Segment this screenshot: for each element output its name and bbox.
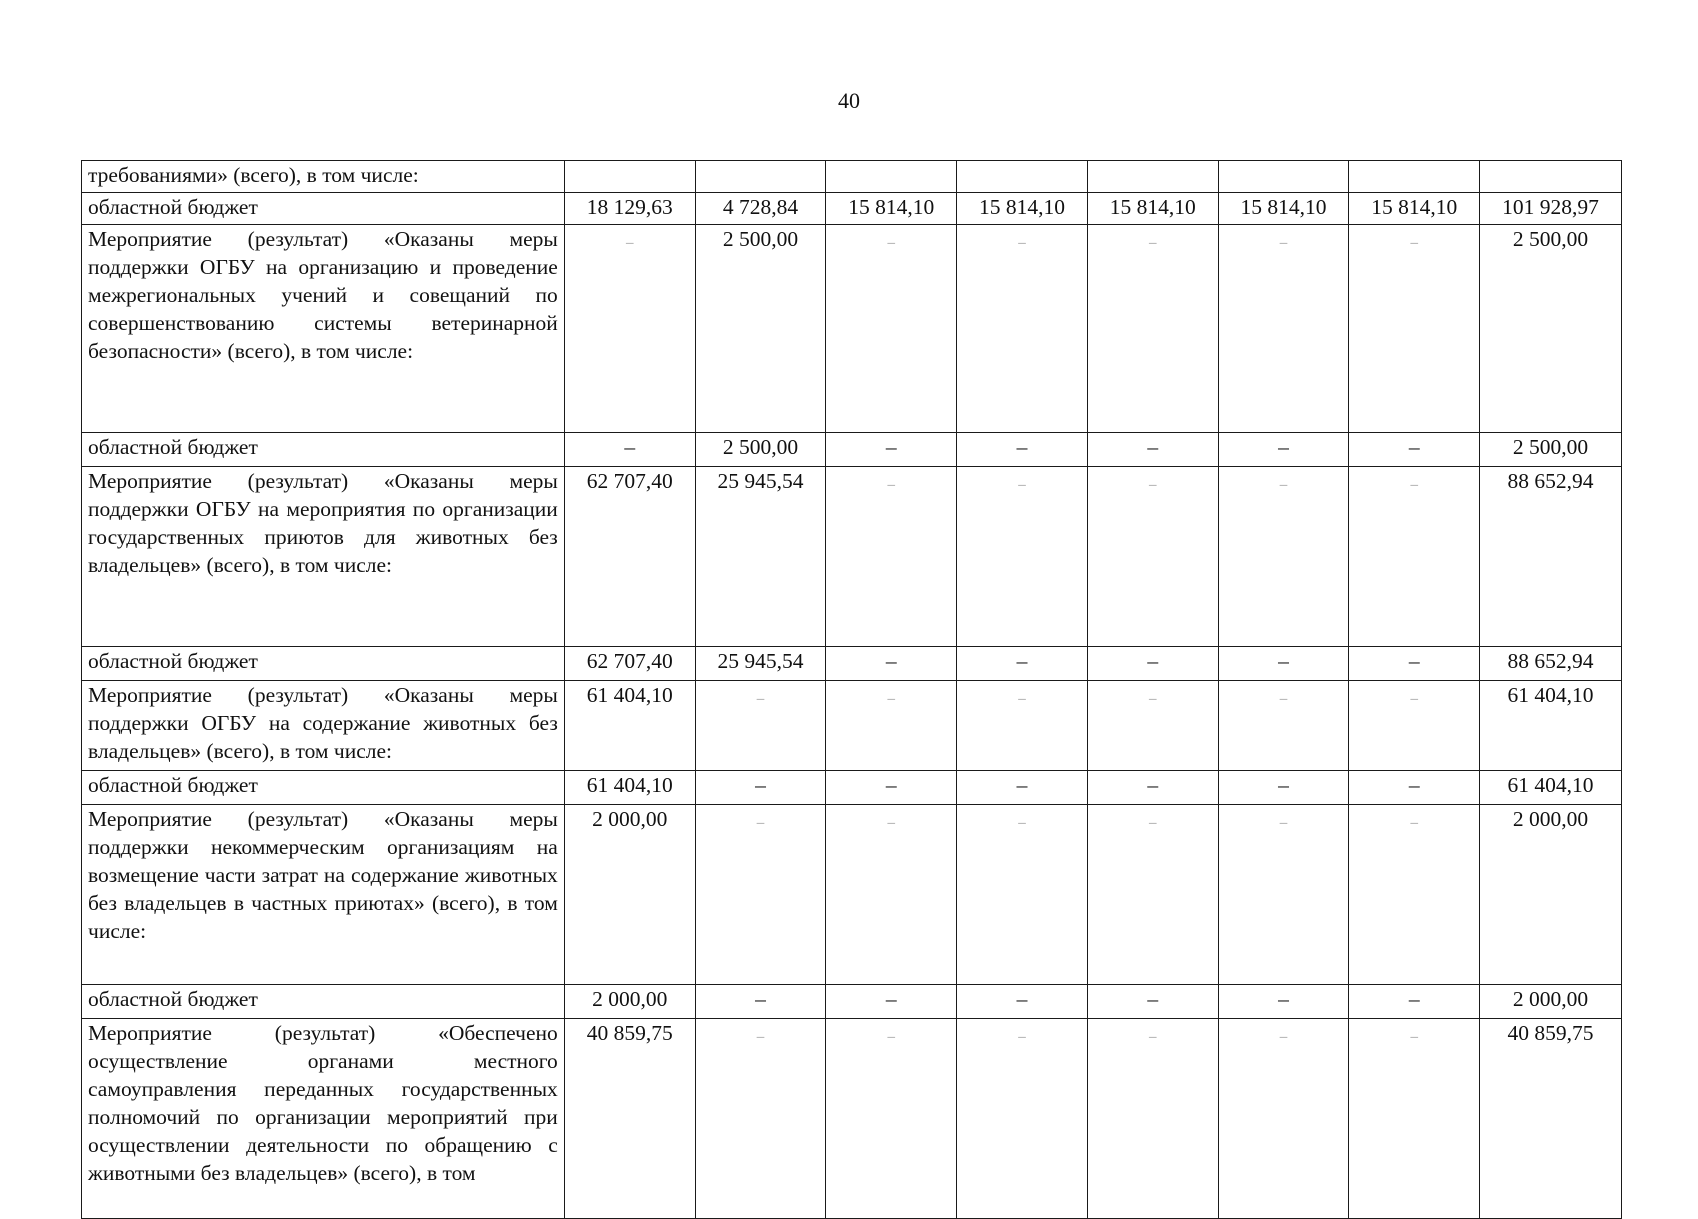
row-label: областной бюджет xyxy=(82,193,565,225)
empty-value-dash: – xyxy=(695,805,826,985)
empty-value-dash: – xyxy=(957,433,1088,467)
empty-value-dash: – xyxy=(695,985,826,1019)
empty-value-dash: – xyxy=(1087,681,1218,771)
empty-value-dash: – xyxy=(695,771,826,805)
row-label: областной бюджет xyxy=(82,985,565,1019)
page-number: 40 xyxy=(838,88,860,113)
empty-value-dash: – xyxy=(1218,681,1349,771)
value-cell: 25 945,54 xyxy=(695,467,826,647)
budget-table-body xyxy=(82,161,1622,1219)
value-cell xyxy=(957,161,1088,193)
empty-value-dash: – xyxy=(1218,805,1349,985)
total-value-cell: 40 859,75 xyxy=(1480,1019,1622,1219)
empty-value-dash: – xyxy=(1087,225,1218,433)
budget-source-row xyxy=(82,193,1622,225)
value-cell: 62 707,40 xyxy=(564,647,695,681)
event-row xyxy=(82,1019,1622,1219)
budget-source-row xyxy=(82,647,1622,681)
empty-value-dash: – xyxy=(957,805,1088,985)
empty-value-dash: – xyxy=(1218,771,1349,805)
empty-value-dash: – xyxy=(957,225,1088,433)
empty-value-dash: – xyxy=(1087,647,1218,681)
value-cell: 15 814,10 xyxy=(1218,193,1349,225)
value-cell: 15 814,10 xyxy=(826,193,957,225)
budget-source-row xyxy=(82,771,1622,805)
value-cell: 2 500,00 xyxy=(695,225,826,433)
empty-value-dash: – xyxy=(1349,467,1480,647)
value-cell: 61 404,10 xyxy=(564,681,695,771)
empty-value-dash: – xyxy=(826,771,957,805)
empty-value-dash: – xyxy=(1218,225,1349,433)
row-label: Мероприятие (результат) «Оказаны меры поддержки некоммерческим организациям на возмещение части затрат на содержание животных без владельцев в частных приютах» (всего), в том числе: xyxy=(82,805,565,985)
empty-value-dash: – xyxy=(1218,647,1349,681)
budget-source-row xyxy=(82,161,1622,193)
empty-value-dash: – xyxy=(957,681,1088,771)
budget-source-row xyxy=(82,985,1622,1019)
empty-value-dash: – xyxy=(1218,467,1349,647)
value-cell xyxy=(1218,161,1349,193)
value-cell: 25 945,54 xyxy=(695,647,826,681)
empty-value-dash: – xyxy=(826,225,957,433)
value-cell xyxy=(1087,161,1218,193)
empty-value-dash: – xyxy=(695,681,826,771)
row-label: Мероприятие (результат) «Оказаны меры поддержки ОГБУ на мероприятия по организации государственных приютов для животных без владельцев» (всего), в том числе: xyxy=(82,467,565,647)
row-label: Мероприятие (результат) «Оказаны меры поддержки ОГБУ на организацию и проведение межрегиональных учений и совещаний по совершенствованию системы ветеринарной безопасности» (всего), в том числе: xyxy=(82,225,565,433)
total-value-cell: 88 652,94 xyxy=(1480,467,1622,647)
empty-value-dash: – xyxy=(826,681,957,771)
value-cell: 15 814,10 xyxy=(1349,193,1480,225)
value-cell xyxy=(1349,161,1480,193)
value-cell xyxy=(826,161,957,193)
value-cell: 4 728,84 xyxy=(695,193,826,225)
value-cell: 2 500,00 xyxy=(695,433,826,467)
empty-value-dash: – xyxy=(1349,225,1480,433)
total-value-cell: 2 000,00 xyxy=(1480,805,1622,985)
empty-value-dash: – xyxy=(1349,647,1480,681)
value-cell xyxy=(564,161,695,193)
empty-value-dash: – xyxy=(564,433,695,467)
empty-value-dash: – xyxy=(1218,985,1349,1019)
empty-value-dash: – xyxy=(1349,1019,1480,1219)
value-cell: 2 000,00 xyxy=(564,985,695,1019)
empty-value-dash: – xyxy=(957,985,1088,1019)
total-value-cell: 61 404,10 xyxy=(1480,771,1622,805)
event-row xyxy=(82,805,1622,985)
value-cell: 15 814,10 xyxy=(1087,193,1218,225)
empty-value-dash: – xyxy=(1349,771,1480,805)
total-value-cell: 2 500,00 xyxy=(1480,225,1622,433)
budget-source-row xyxy=(82,433,1622,467)
value-cell: 15 814,10 xyxy=(957,193,1088,225)
empty-value-dash: – xyxy=(1218,1019,1349,1219)
value-cell: 18 129,63 xyxy=(564,193,695,225)
value-cell: 61 404,10 xyxy=(564,771,695,805)
empty-value-dash: – xyxy=(826,805,957,985)
row-label: областной бюджет xyxy=(82,771,565,805)
empty-value-dash: – xyxy=(826,647,957,681)
total-value-cell: 2 500,00 xyxy=(1480,433,1622,467)
empty-value-dash: – xyxy=(1087,433,1218,467)
event-row xyxy=(82,681,1622,771)
empty-value-dash: – xyxy=(957,1019,1088,1219)
value-cell: 40 859,75 xyxy=(564,1019,695,1219)
empty-value-dash: – xyxy=(564,225,695,433)
row-label: областной бюджет xyxy=(82,433,565,467)
total-value-cell: 61 404,10 xyxy=(1480,681,1622,771)
empty-value-dash: – xyxy=(826,467,957,647)
total-value-cell: 101 928,97 xyxy=(1480,193,1622,225)
empty-value-dash: – xyxy=(1087,805,1218,985)
empty-value-dash: – xyxy=(1087,467,1218,647)
empty-value-dash: – xyxy=(826,985,957,1019)
empty-value-dash: – xyxy=(1087,985,1218,1019)
empty-value-dash: – xyxy=(957,467,1088,647)
empty-value-dash: – xyxy=(1087,1019,1218,1219)
row-label: требованиями» (всего), в том числе: xyxy=(82,161,565,193)
value-cell: 2 000,00 xyxy=(564,805,695,985)
empty-value-dash: – xyxy=(1087,771,1218,805)
empty-value-dash: – xyxy=(1349,681,1480,771)
event-row xyxy=(82,225,1622,433)
empty-value-dash: – xyxy=(826,1019,957,1219)
empty-value-dash: – xyxy=(695,1019,826,1219)
empty-value-dash: – xyxy=(1349,433,1480,467)
value-cell: 62 707,40 xyxy=(564,467,695,647)
total-value-cell: 2 000,00 xyxy=(1480,985,1622,1019)
total-value-cell: 88 652,94 xyxy=(1480,647,1622,681)
row-label: областной бюджет xyxy=(82,647,565,681)
empty-value-dash: – xyxy=(1218,433,1349,467)
empty-value-dash: – xyxy=(826,433,957,467)
total-value-cell xyxy=(1480,161,1622,193)
value-cell xyxy=(695,161,826,193)
empty-value-dash: – xyxy=(1349,805,1480,985)
empty-value-dash: – xyxy=(957,647,1088,681)
empty-value-dash: – xyxy=(1349,985,1480,1019)
empty-value-dash: – xyxy=(957,771,1088,805)
event-row xyxy=(82,467,1622,647)
row-label: Мероприятие (результат) «Оказаны меры поддержки ОГБУ на содержание животных без владельцев» (всего), в том числе: xyxy=(82,681,565,771)
budget-table xyxy=(81,160,1622,1219)
row-label: Мероприятие (результат) «Обеспечено осуществление органами местного самоуправления переданных государственных полномочий по организации мероприятий при осуществлении деятельности по обращению с животными без владельцев» (всего), в том xyxy=(82,1019,565,1219)
